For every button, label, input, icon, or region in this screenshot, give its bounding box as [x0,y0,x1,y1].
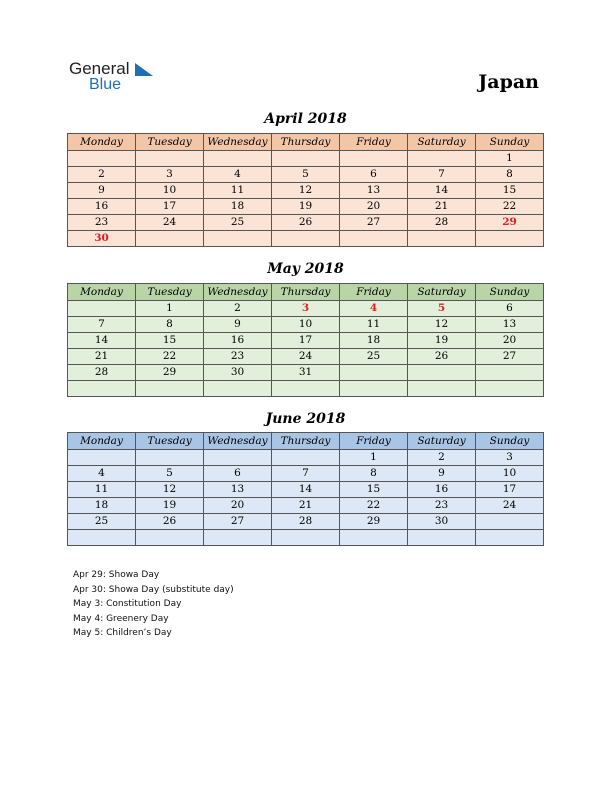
day-cell: 22 [340,498,408,514]
day-cell: 28 [272,514,340,530]
month-title: June 2018 [265,411,346,427]
day-cell: 20 [204,498,272,514]
day-cell: 25 [68,514,136,530]
empty-day-cell [408,231,476,247]
weekday-header: Friday [340,284,408,301]
day-cell: 8 [136,317,204,333]
week-row [68,514,544,530]
month-title: May 2018 [267,261,344,277]
day-cell: 11 [204,183,272,199]
day-cell: 23 [68,215,136,231]
empty-day-cell [340,231,408,247]
day-cell: 25 [340,349,408,365]
day-cell: 1 [136,301,204,317]
empty-day-cell [136,381,204,397]
empty-day-cell [340,381,408,397]
day-cell: 9 [68,183,136,199]
day-cell: 13 [340,183,408,199]
day-cell: 10 [136,183,204,199]
empty-day-cell [136,231,204,247]
weekday-header: Saturday [408,284,476,301]
weekday-header: Monday [68,433,136,450]
empty-day-cell [204,450,272,466]
weekday-header: Monday [68,284,136,301]
month-calendar-table [67,283,544,397]
day-cell: 15 [136,333,204,349]
weekday-header: Thursday [272,134,340,151]
week-row [68,199,544,215]
day-cell: 18 [204,199,272,215]
week-row [68,381,544,397]
empty-day-cell [476,365,544,381]
day-cell: 29 [340,514,408,530]
day-cell: 27 [476,349,544,365]
month-calendar-table [67,133,544,247]
weekday-header: Sunday [476,134,544,151]
week-row [68,482,544,498]
day-cell: 6 [476,301,544,317]
empty-day-cell [68,530,136,546]
day-cell: 13 [476,317,544,333]
week-row [68,365,544,381]
empty-day-cell [476,530,544,546]
country-title: Japan [478,71,539,93]
empty-day-cell [476,231,544,247]
day-cell: 24 [476,498,544,514]
day-cell: 18 [340,333,408,349]
day-cell: 2 [204,301,272,317]
weekday-header: Thursday [272,433,340,450]
weekday-header: Sunday [476,284,544,301]
empty-day-cell [476,514,544,530]
weekday-header: Monday [68,134,136,151]
weekday-header: Thursday [272,284,340,301]
day-cell: 6 [340,167,408,183]
day-cell: 5 [136,466,204,482]
holiday-entry: May 3: Constitution Day [73,599,182,609]
weekday-header: Wednesday [204,134,272,151]
empty-day-cell [272,231,340,247]
day-cell: 21 [68,349,136,365]
day-cell: 7 [68,317,136,333]
day-cell: 10 [272,317,340,333]
day-cell: 2 [68,167,136,183]
day-cell: 4 [340,301,408,317]
day-cell: 14 [272,482,340,498]
day-cell: 27 [340,215,408,231]
week-row [68,151,544,167]
holiday-entry: May 5: Children’s Day [73,628,172,638]
day-cell: 20 [340,199,408,215]
day-cell: 7 [408,167,476,183]
day-cell: 29 [476,215,544,231]
empty-day-cell [340,530,408,546]
empty-day-cell [68,301,136,317]
holiday-entry: May 4: Greenery Day [73,613,169,624]
day-cell: 23 [408,498,476,514]
day-cell: 16 [204,333,272,349]
empty-day-cell [408,365,476,381]
day-cell: 23 [204,349,272,365]
day-cell: 11 [68,482,136,498]
empty-day-cell [408,530,476,546]
day-cell: 17 [476,482,544,498]
day-cell: 1 [476,151,544,167]
day-cell: 10 [476,466,544,482]
empty-day-cell [68,151,136,167]
weekday-header: Friday [340,134,408,151]
weekday-header-row [68,433,544,450]
weekday-header: Saturday [408,134,476,151]
logo-blue-text: Blue [89,76,122,93]
holiday-entry: Apr 29: Showa Day [73,570,160,580]
day-cell: 27 [204,514,272,530]
day-cell: 16 [68,199,136,215]
day-cell: 26 [408,349,476,365]
day-cell: 19 [408,333,476,349]
empty-day-cell [68,450,136,466]
empty-day-cell [272,530,340,546]
week-row [68,450,544,466]
logo-general-text: General [69,59,130,78]
day-cell: 17 [136,199,204,215]
empty-day-cell [136,530,204,546]
week-row [68,231,544,247]
day-cell: 12 [272,183,340,199]
day-cell: 12 [136,482,204,498]
day-cell: 2 [408,450,476,466]
empty-day-cell [340,365,408,381]
weekday-header: Wednesday [204,284,272,301]
empty-day-cell [136,151,204,167]
day-cell: 30 [408,514,476,530]
empty-day-cell [408,381,476,397]
day-cell: 6 [204,466,272,482]
weekday-header: Saturday [408,433,476,450]
week-row [68,317,544,333]
holiday-list [73,568,234,641]
day-cell: 14 [68,333,136,349]
day-cell: 3 [136,167,204,183]
weekday-header: Tuesday [136,284,204,301]
day-cell: 24 [272,349,340,365]
week-row [68,215,544,231]
day-cell: 9 [408,466,476,482]
empty-day-cell [68,381,136,397]
empty-day-cell [408,151,476,167]
weekday-header: Friday [340,433,408,450]
weekday-header: Sunday [476,433,544,450]
day-cell: 24 [136,215,204,231]
day-cell: 19 [136,498,204,514]
day-cell: 30 [204,365,272,381]
week-row [68,349,544,365]
day-cell: 4 [68,466,136,482]
day-cell: 15 [476,183,544,199]
day-cell: 3 [476,450,544,466]
empty-day-cell [204,530,272,546]
logo [69,60,129,93]
day-cell: 22 [476,199,544,215]
day-cell: 1 [340,450,408,466]
logo-triangle-icon [135,63,153,76]
day-cell: 16 [408,482,476,498]
empty-day-cell [272,450,340,466]
week-row [68,167,544,183]
day-cell: 3 [272,301,340,317]
day-cell: 28 [68,365,136,381]
day-cell: 22 [136,349,204,365]
week-row [68,530,544,546]
day-cell: 29 [136,365,204,381]
week-row [68,498,544,514]
day-cell: 11 [340,317,408,333]
day-cell: 15 [340,482,408,498]
day-cell: 8 [476,167,544,183]
day-cell: 13 [204,482,272,498]
day-cell: 18 [68,498,136,514]
empty-day-cell [340,151,408,167]
empty-day-cell [272,151,340,167]
week-row [68,466,544,482]
day-cell: 30 [68,231,136,247]
day-cell: 12 [408,317,476,333]
day-cell: 19 [272,199,340,215]
day-cell: 5 [408,301,476,317]
day-cell: 7 [272,466,340,482]
empty-day-cell [204,381,272,397]
weekday-header-row [68,134,544,151]
day-cell: 21 [272,498,340,514]
day-cell: 28 [408,215,476,231]
empty-day-cell [272,381,340,397]
day-cell: 31 [272,365,340,381]
month-calendar-table [67,432,544,546]
day-cell: 17 [272,333,340,349]
empty-day-cell [204,231,272,247]
empty-day-cell [204,151,272,167]
weekday-header-row [68,284,544,301]
day-cell: 25 [204,215,272,231]
weekday-header: Wednesday [204,433,272,450]
day-cell: 21 [408,199,476,215]
empty-day-cell [136,450,204,466]
day-cell: 20 [476,333,544,349]
month-title: April 2018 [264,111,347,127]
week-row [68,333,544,349]
day-cell: 14 [408,183,476,199]
day-cell: 5 [272,167,340,183]
day-cell: 26 [136,514,204,530]
day-cell: 8 [340,466,408,482]
week-row [68,183,544,199]
day-cell: 4 [204,167,272,183]
weekday-header: Tuesday [136,433,204,450]
week-row [68,301,544,317]
day-cell: 26 [272,215,340,231]
weekday-header: Tuesday [136,134,204,151]
empty-day-cell [476,381,544,397]
holiday-entry: Apr 30: Showa Day (substitute day) [73,584,234,595]
day-cell: 9 [204,317,272,333]
